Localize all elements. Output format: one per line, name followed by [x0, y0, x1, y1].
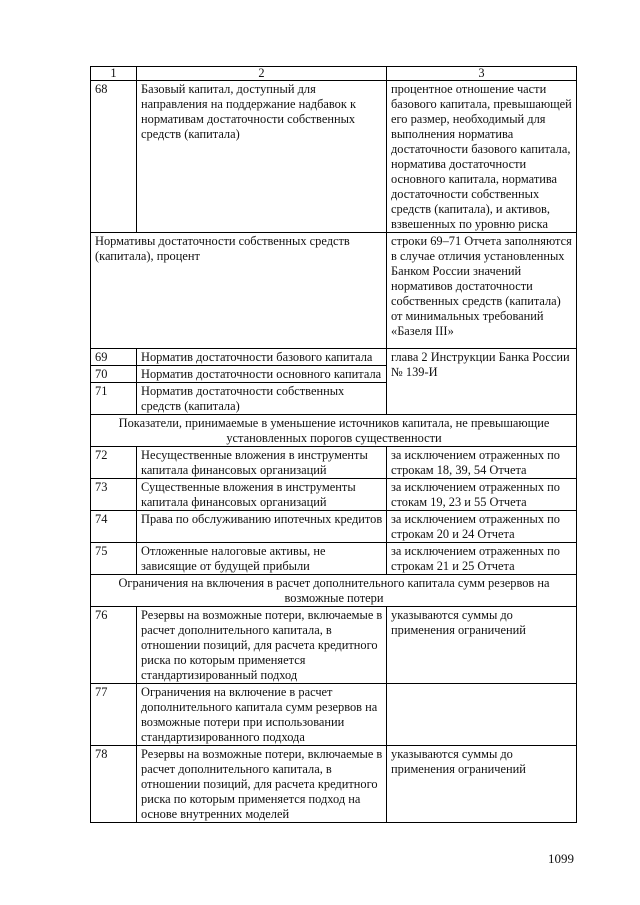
- section-row: [91, 415, 577, 447]
- row-note: за исключением отраженных по строкам 18, 39, 54 Отчета: [387, 447, 577, 479]
- row-note: за исключением отраженных по стокам 19, 23 и 55 Отчета: [387, 479, 577, 511]
- row-number: 74: [91, 511, 137, 543]
- section-row: [91, 575, 577, 607]
- table-row: [91, 511, 577, 543]
- row-note: за исключением отраженных по строкам 20 и 24 Отчета: [387, 511, 577, 543]
- row-name: Отложенные налоговые активы, не зависящие от будущей прибыли: [137, 543, 387, 575]
- row-name: Норматив достаточности основного капитала: [137, 366, 387, 383]
- group-row: [91, 233, 577, 349]
- row-number: 78: [91, 746, 137, 823]
- row-number: 70: [91, 366, 137, 383]
- header-col-2: 2: [137, 67, 387, 81]
- row-number: 75: [91, 543, 137, 575]
- row-name: Резервы на возможные потери, включаемые в расчет дополнительного капитала, в отношении позиций, для расчета кредитного риска по которым применяется подход на основе внутренних моделей: [137, 746, 387, 823]
- header-col-3: 3: [387, 67, 577, 81]
- row-name: Права по обслуживанию ипотечных кредитов: [137, 511, 387, 543]
- group-note: строки 69–71 Отчета заполняются в случае отличия установленных Банком России значений нормативов достаточности собственных средств (капитала) от минимальных требований «Базеля III»: [387, 233, 577, 349]
- row-name: Норматив достаточности базового капитала: [137, 349, 387, 366]
- row-number: 68: [91, 81, 137, 233]
- row-name: Ограничения на включение в расчет дополнительного капитала сумм резервов на возможные потери при использовании стандартизированного подхода: [137, 684, 387, 746]
- table-row: [91, 447, 577, 479]
- row-name: Резервы на возможные потери, включаемые в расчет дополнительного капитала, в отношении позиций, для расчета кредитного риска по которым применяется стандартизированный подход: [137, 607, 387, 684]
- table-row: [91, 81, 577, 233]
- ratios-note: глава 2 Инструкции Банка России № 139-И: [387, 349, 577, 415]
- section-reserves: Ограничения на включения в расчет дополнительного капитала сумм резервов на возможные потери: [91, 575, 577, 607]
- row-number: 69: [91, 349, 137, 366]
- header-col-1: 1: [91, 67, 137, 81]
- table-row: [91, 746, 577, 823]
- row-name: Существенные вложения в инструменты капитала финансовых организаций: [137, 479, 387, 511]
- row-number: 73: [91, 479, 137, 511]
- row-number: 71: [91, 383, 137, 415]
- table-row: [91, 479, 577, 511]
- table-row: [91, 684, 577, 746]
- document-table: [90, 66, 577, 823]
- row-name: Базовый капитал, доступный для направления на поддержание надбавок к нормативам достаточности собственных средств (капитала): [137, 81, 387, 233]
- row-note: указываются суммы до применения ограничений: [387, 607, 577, 684]
- group-title: Нормативы достаточности собственных средств (капитала), процент: [91, 233, 387, 349]
- row-note: процентное отношение части базового капитала, превышающей его размер, необходимый для выполнения норматива достаточности базового капитала, норматива достаточности основного капитала, норматива достаточности собственных средств (капитала), и активов, взвешенных по уровню риска: [387, 81, 577, 233]
- row-note: [387, 684, 577, 746]
- row-name: Норматив достаточности собственных средств (капитала): [137, 383, 387, 415]
- table-row: [91, 543, 577, 575]
- header-row: [91, 67, 577, 81]
- row-number: 76: [91, 607, 137, 684]
- row-note: за исключением отраженных по строкам 21 и 25 Отчета: [387, 543, 577, 575]
- page-number: 1099: [548, 851, 574, 866]
- row-number: 77: [91, 684, 137, 746]
- row-note: указываются суммы до применения ограничений: [387, 746, 577, 823]
- section-thresholds: Показатели, принимаемые в уменьшение источников капитала, не превышающие установленных порогов существенности: [91, 415, 577, 447]
- row-number: 72: [91, 447, 137, 479]
- row-name: Несущественные вложения в инструменты капитала финансовых организаций: [137, 447, 387, 479]
- table-row: [91, 349, 577, 366]
- table-row: [91, 607, 577, 684]
